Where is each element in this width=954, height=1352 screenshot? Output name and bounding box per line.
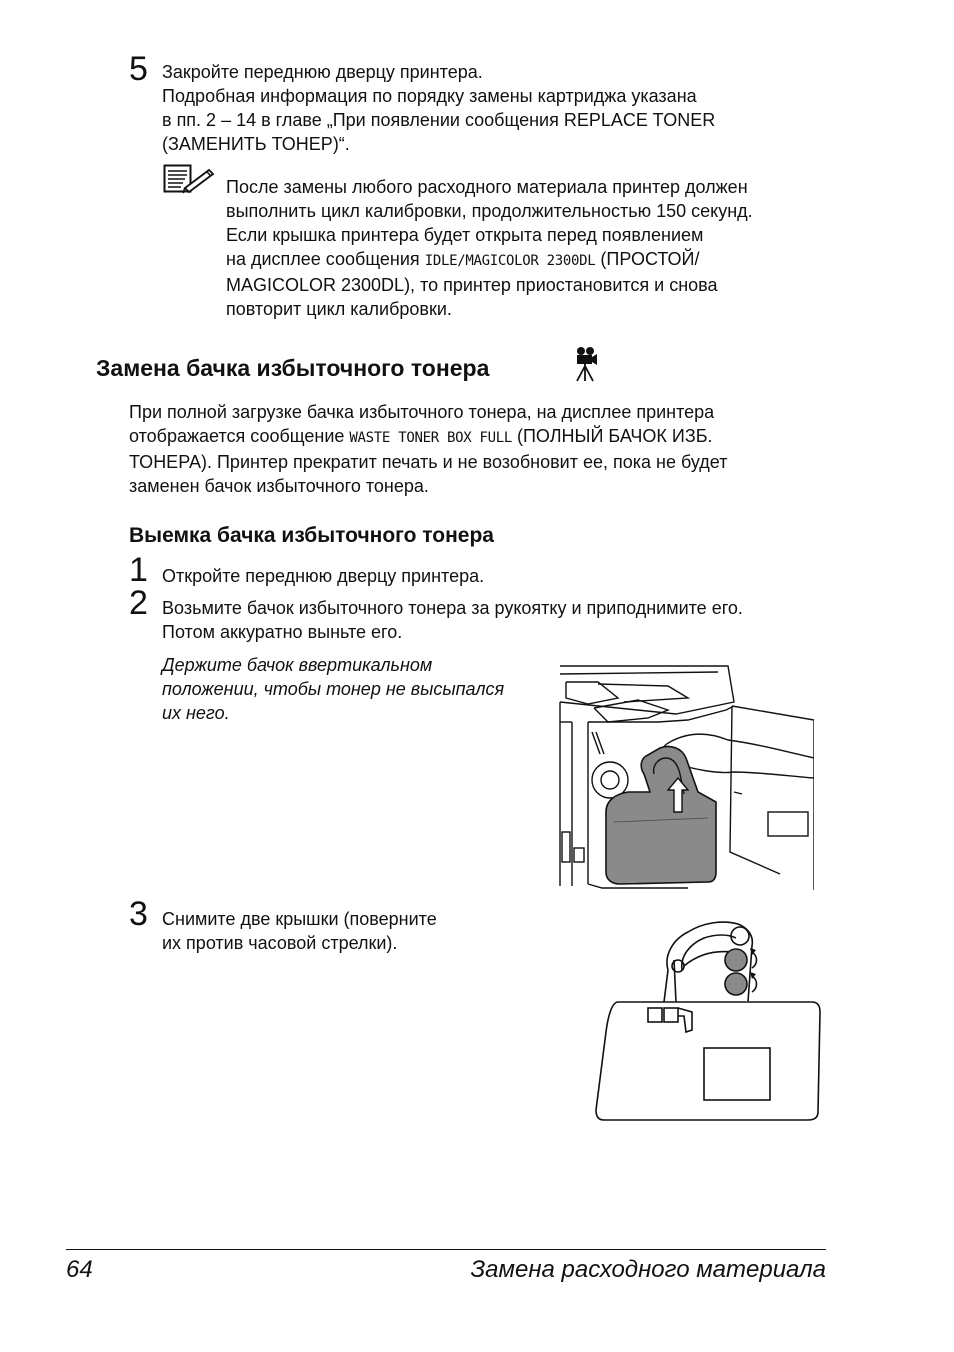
video-camera-icon [573,346,599,382]
step-5-line-1: Закройте переднюю дверцу принтера. [162,62,483,82]
step-1-number: 1 [129,551,148,589]
caution-line-1: Держите бачок ввертикальном [162,655,433,675]
step-2-line-2: Потом аккуратно выньте его. [162,622,403,642]
note-text [226,175,753,321]
step-2-text [162,596,743,644]
section-para-line-3: ТОНЕРА). Принтер прекратит печать и не возобновит ее, пока не будет [129,452,728,472]
note-line-2: выполнить цикл калибровки, продолжительностью 150 секунд. [226,201,753,221]
note-line-4 [226,247,753,273]
section-para-line-2-post: (ПОЛНЫЙ БАЧОК ИЗБ. [512,426,713,446]
step-5-line-3: в пп. 2 – 14 в главе „При появлении сообщения REPLACE TONER [162,110,716,130]
printer-remove-waste-box-illustration [558,662,814,890]
step-3-number: 3 [129,895,148,933]
display-message-waste-toner: WASTE TONER BOX FULL [349,430,512,446]
caution-text [162,653,504,725]
section-title: Замена бачка избыточного тонера [96,355,490,381]
step-5-line-2: Подробная информация по порядку замены картриджа указана [162,86,697,106]
caution-line-2: положении, чтобы тонер не высыпался [162,679,505,699]
step-3-line-2: их против часовой стрелки). [162,933,398,953]
section-para-line-1: При полной загрузке бачка избыточного тонера, на дисплее принтера [129,402,715,422]
caution-line-3: их него. [162,703,230,723]
note-line-3: Если крышка принтера будет открыта перед появлением [226,225,704,245]
page-number: 64 [66,1256,93,1283]
footer-rule [66,1249,826,1250]
step-3-text [162,907,437,955]
step-2-number: 2 [129,584,148,622]
section-para-line-4: заменен бачок избыточного тонера. [129,476,429,496]
step-1-text: Откройте переднюю дверцу принтера. [162,566,485,586]
step-5-text [162,60,715,156]
section-para-line-2 [129,424,727,450]
note-line-4-post: (ПРОСТОЙ/ [595,249,700,269]
note-line-1: После замены любого расходного материала принтер должен [226,177,748,197]
note-line-6: повторит цикл калибровки. [226,299,452,319]
step-5-number: 5 [129,50,148,88]
section-para-line-2-pre: отображается сообщение [129,426,350,446]
step-3-line-1: Снимите две крышки (поверните [162,909,437,929]
chapter-title: Замена расходного материала [470,1256,826,1283]
step-5-line-4: (ЗАМЕНИТЬ ТОНЕР)“. [162,134,350,154]
step-2-line-1: Возьмите бачок избыточного тонера за рукоятку и приподнимите его. [162,598,743,618]
display-message-idle: IDLE/MAGICOLOR 2300DL [424,253,596,269]
note-line-5: MAGICOLOR 2300DL), то принтер приостановится и снова [226,275,718,295]
section-heading [96,354,489,382]
subsection-title: Выемка бачка избыточного тонера [129,524,494,547]
note-line-4-pre: на дисплее сообщения [226,249,425,269]
section-paragraph [129,400,727,498]
waste-toner-box-caps-illustration [592,916,824,1124]
note-pad-pencil-icon [163,164,215,194]
